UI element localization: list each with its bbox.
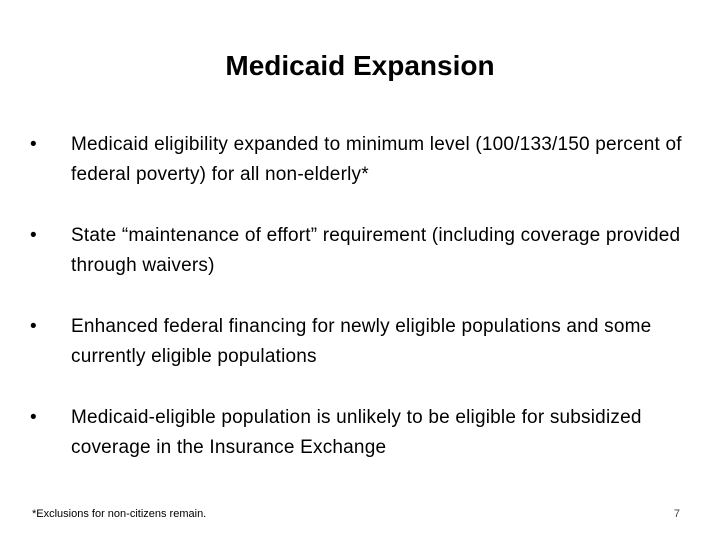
bullet-icon: • bbox=[30, 134, 37, 155]
slide-title: Medicaid Expansion bbox=[225, 50, 495, 81]
page-number: 7 bbox=[673, 508, 680, 520]
bullet-icon: • bbox=[30, 316, 37, 337]
bullet-icon: • bbox=[30, 225, 37, 246]
bullet-text: State “maintenance of effort” requirement (including coverage provided through waivers) bbox=[71, 225, 681, 276]
bullet-item bbox=[30, 403, 690, 463]
bullet-text: Medicaid-eligible population is unlikely to be eligible for subsidized coverage in the Insurance Exchange bbox=[71, 407, 642, 458]
bullet-text: Medicaid eligibility expanded to minimum level (100/133/150 percent of federal poverty) for all non-elderly* bbox=[71, 134, 682, 185]
footnote: *Exclusions for non-citizens remain. bbox=[32, 508, 207, 520]
bullet-item bbox=[30, 130, 690, 190]
bullet-item bbox=[30, 312, 690, 372]
bullet-item bbox=[30, 221, 690, 281]
bullet-list bbox=[30, 130, 690, 494]
bullet-icon: • bbox=[30, 407, 37, 428]
bullet-text: Enhanced federal financing for newly eligible populations and some currently eligible populations bbox=[71, 316, 652, 367]
